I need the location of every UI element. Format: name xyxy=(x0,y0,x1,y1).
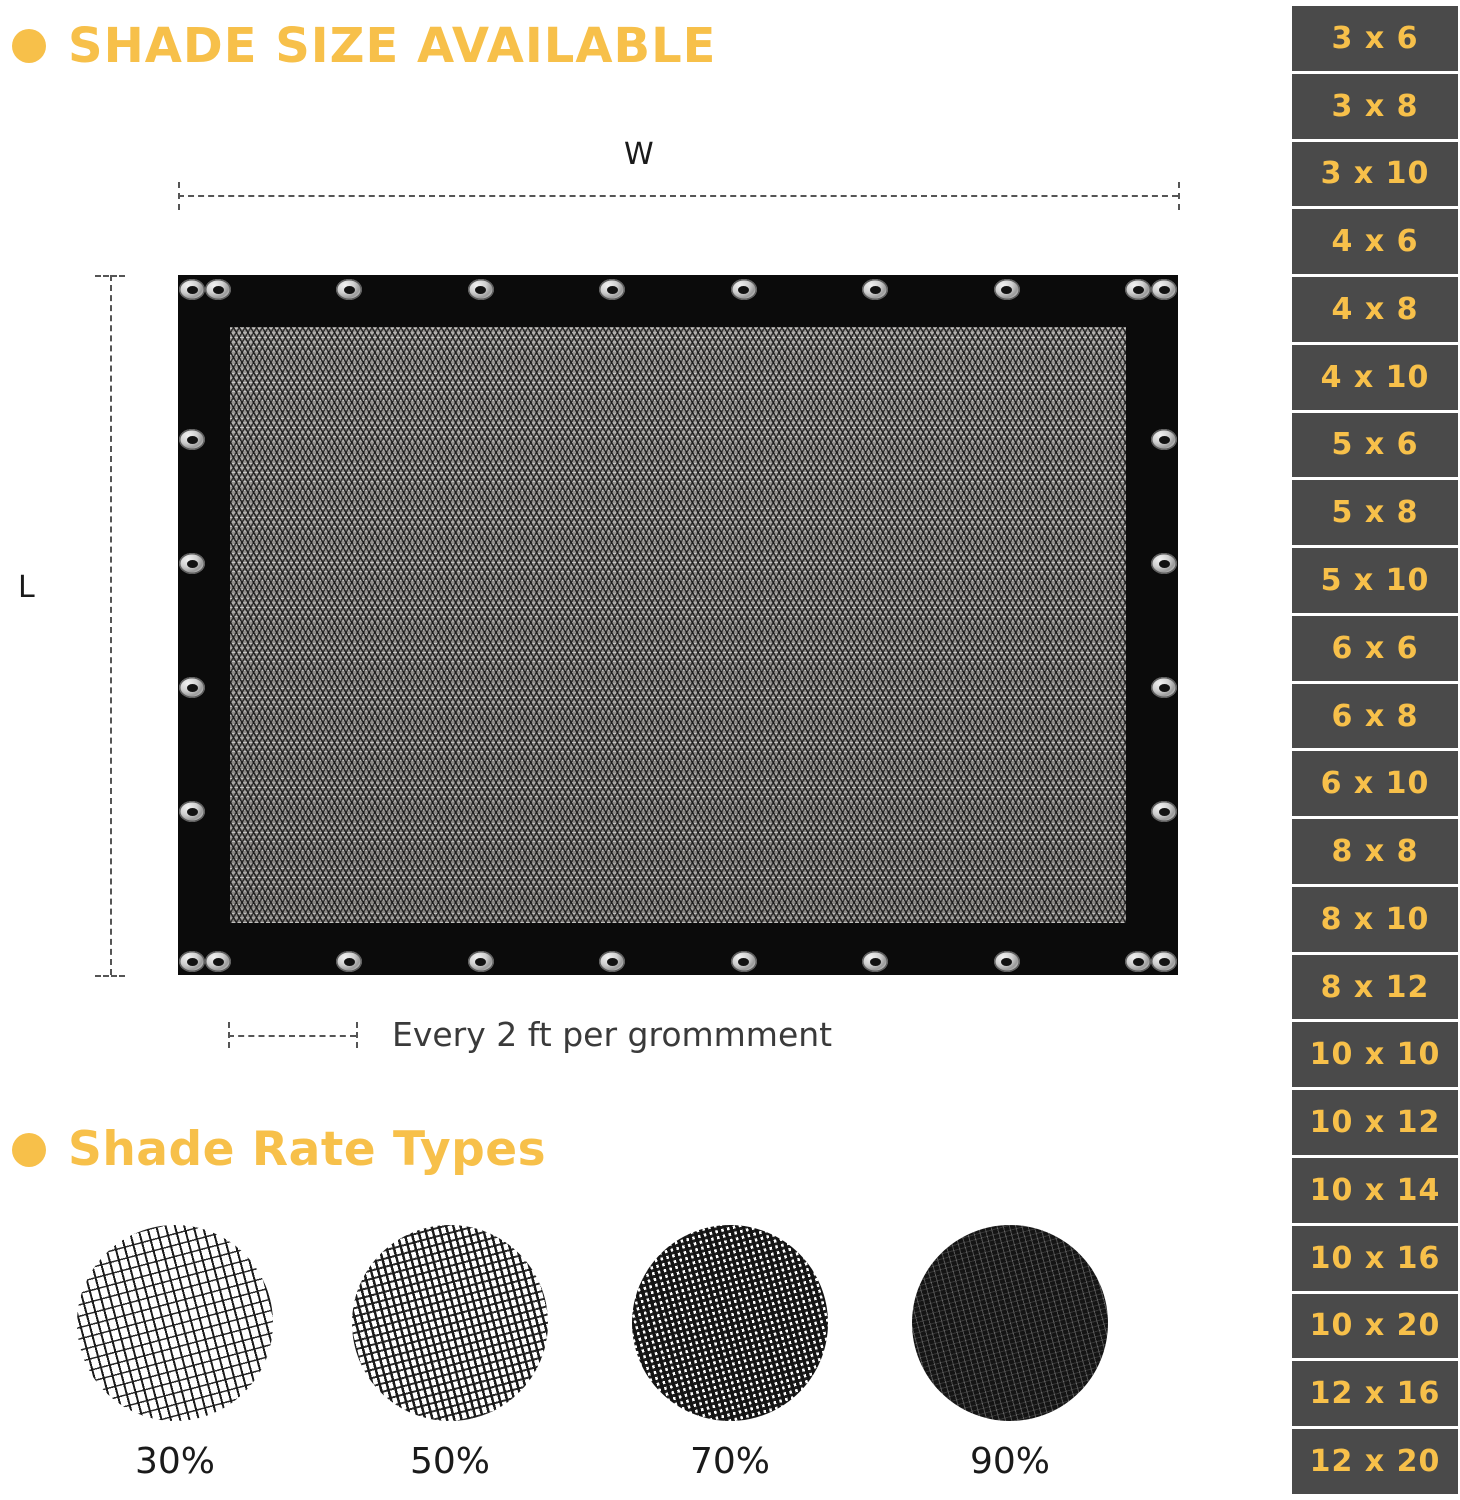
shade-rate-item xyxy=(905,1225,1115,1482)
size-chip[interactable]: 12 x 20 xyxy=(1292,1429,1458,1494)
grommet-icon xyxy=(1151,553,1177,574)
shade-cloth-panel xyxy=(178,275,1178,975)
shade-mesh-fabric xyxy=(230,327,1126,923)
grommet-icon xyxy=(599,951,625,972)
grommet-icon xyxy=(1151,951,1177,972)
length-dimension-cap-top xyxy=(95,275,125,278)
grommet-icon xyxy=(862,279,888,300)
grommet-icon xyxy=(205,279,231,300)
size-chip[interactable]: 3 x 6 xyxy=(1292,6,1458,71)
width-dimension-line xyxy=(178,195,1178,198)
grommet-icon xyxy=(179,279,205,300)
grommet-icon xyxy=(179,677,205,698)
grommet-icon xyxy=(205,951,231,972)
bullet-dot-icon xyxy=(12,1133,46,1167)
size-chip[interactable]: 3 x 8 xyxy=(1292,74,1458,139)
size-chip[interactable]: 10 x 10 xyxy=(1292,1022,1458,1087)
grommet-spacing-note: Every 2 ft per grommment xyxy=(392,1015,833,1054)
grommet-icon xyxy=(179,801,205,822)
size-chip[interactable]: 6 x 8 xyxy=(1292,684,1458,749)
grommet-icon xyxy=(468,279,494,300)
grommet-icon xyxy=(1125,951,1151,972)
grommet-spacing-line xyxy=(228,1035,356,1038)
grommet-spacing-cap-right xyxy=(356,1022,359,1048)
size-chip[interactable]: 10 x 16 xyxy=(1292,1226,1458,1291)
length-dimension-cap-bottom xyxy=(95,975,125,978)
size-chip[interactable]: 3 x 10 xyxy=(1292,142,1458,207)
grommet-icon xyxy=(179,429,205,450)
grommet-icon xyxy=(731,279,757,300)
size-chip[interactable]: 10 x 14 xyxy=(1292,1158,1458,1223)
length-dimension-label: L xyxy=(18,570,35,605)
grommet-icon xyxy=(1151,279,1177,300)
width-dimension-label: W xyxy=(624,137,654,172)
grommet-icon xyxy=(1151,677,1177,698)
bullet-dot-icon xyxy=(12,29,46,63)
grommet-icon xyxy=(179,553,205,574)
size-chip[interactable]: 8 x 10 xyxy=(1292,887,1458,952)
size-chip[interactable]: 4 x 10 xyxy=(1292,345,1458,410)
shade-rate-swatch-group xyxy=(0,1225,1270,1500)
size-chip[interactable]: 10 x 12 xyxy=(1292,1090,1458,1155)
size-chip[interactable]: 6 x 6 xyxy=(1292,616,1458,681)
shade-rate-label: 70% xyxy=(689,1441,770,1482)
heading-shade-rate-label: Shade Rate Types xyxy=(68,1122,547,1177)
mesh-50-icon xyxy=(352,1225,548,1421)
shade-rate-label: 50% xyxy=(409,1441,490,1482)
grommet-icon xyxy=(336,279,362,300)
length-dimension-line xyxy=(110,275,113,975)
size-chip[interactable]: 5 x 10 xyxy=(1292,548,1458,613)
size-chip[interactable]: 4 x 8 xyxy=(1292,277,1458,342)
grommet-spacing-cap-left xyxy=(228,1022,231,1048)
grommet-icon xyxy=(179,951,205,972)
shade-rate-item xyxy=(345,1225,555,1482)
size-chip[interactable]: 8 x 12 xyxy=(1292,955,1458,1020)
size-chip[interactable]: 10 x 20 xyxy=(1292,1294,1458,1359)
available-sizes-list xyxy=(1292,0,1460,1500)
grommet-icon xyxy=(994,951,1020,972)
grommet-icon xyxy=(731,951,757,972)
heading-shade-size-label: SHADE SIZE AVAILABLE xyxy=(68,18,717,74)
shade-rate-item xyxy=(625,1225,835,1482)
grommet-icon xyxy=(599,279,625,300)
shade-rate-item xyxy=(70,1225,280,1482)
mesh-70-icon xyxy=(632,1225,828,1421)
section-heading-shade-rate xyxy=(12,1122,546,1177)
width-dimension-cap-left xyxy=(178,182,181,210)
size-chip[interactable]: 5 x 8 xyxy=(1292,480,1458,545)
grommet-icon xyxy=(468,951,494,972)
width-dimension-cap-right xyxy=(1178,182,1181,210)
size-chip[interactable]: 12 x 16 xyxy=(1292,1361,1458,1426)
size-chip[interactable]: 5 x 6 xyxy=(1292,413,1458,478)
size-chip[interactable]: 4 x 6 xyxy=(1292,209,1458,274)
grommet-icon xyxy=(336,951,362,972)
size-chip[interactable]: 8 x 8 xyxy=(1292,819,1458,884)
shade-rate-label: 30% xyxy=(134,1441,215,1482)
grommet-icon xyxy=(994,279,1020,300)
section-heading-shade-size xyxy=(12,18,716,74)
grommet-icon xyxy=(862,951,888,972)
mesh-90-icon xyxy=(912,1225,1108,1421)
grommet-icon xyxy=(1125,279,1151,300)
size-chip[interactable]: 6 x 10 xyxy=(1292,751,1458,816)
grommet-icon xyxy=(1151,801,1177,822)
grommet-icon xyxy=(1151,429,1177,450)
shade-dimension-diagram xyxy=(0,110,1270,1090)
shade-rate-label: 90% xyxy=(969,1441,1050,1482)
mesh-30-icon xyxy=(77,1225,273,1421)
